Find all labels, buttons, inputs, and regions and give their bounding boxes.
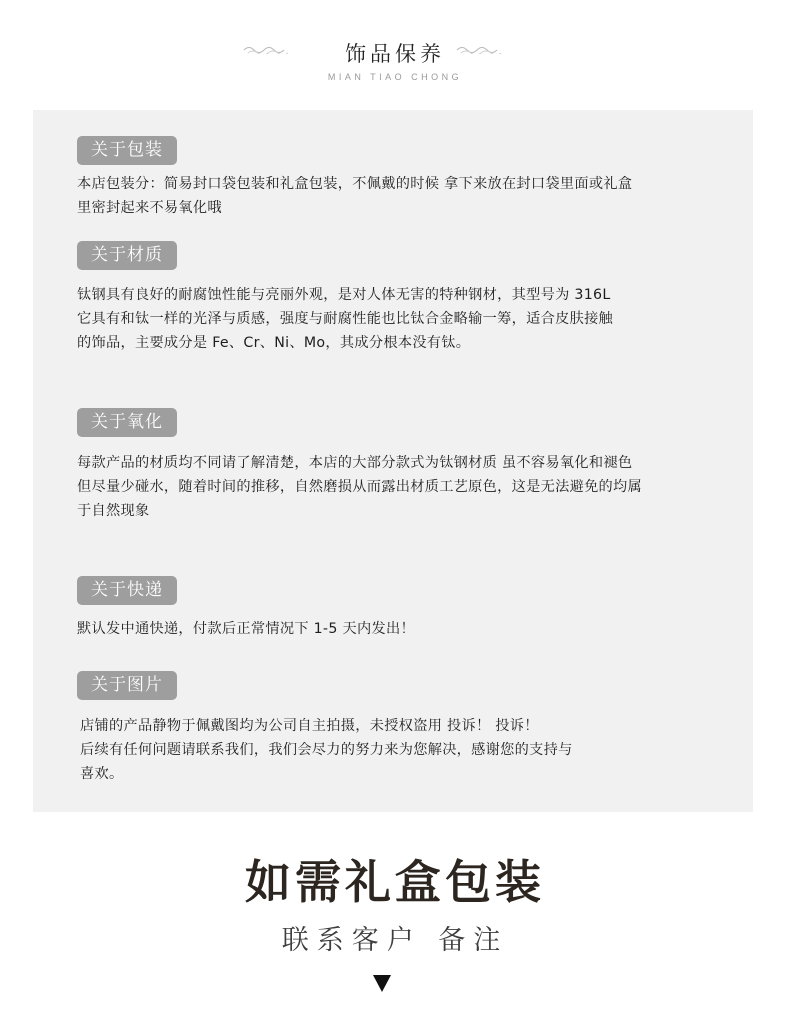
section-header	[0, 0, 790, 100]
text-line: 但尽量少碰水，随着时间的推移，自然磨损从而露出材质工艺原色，这是无法避免的均属	[77, 479, 643, 495]
tag-packaging: 关于包装	[77, 136, 177, 165]
text-line: 本店包装分：简易封口袋包装和礼盒包装，不佩戴的时候 拿下来放在封口袋里面或礼盒	[77, 176, 633, 192]
page-subtitle: MIAN TIAO CHONG	[327, 72, 463, 82]
text-line: 后续有任何问题请联系我们，我们会尽力的努力来为您解决，感谢您的支持与	[80, 742, 573, 758]
text-line: 里密封起来不易氧化哦	[77, 200, 222, 216]
paragraph-material	[77, 283, 737, 355]
text-line: 默认发中通快递，付款后正常情况下 1-5 天内发出！	[77, 621, 415, 637]
text-line: 钛钢具有良好的耐腐蚀性能与亮丽外观，是对人体无害的特种钢材，其型号为 316L	[77, 287, 611, 303]
info-panel	[33, 110, 753, 812]
text-line: 每款产品的材质均不同请了解清楚，本店的大部分款式为钛钢材质 虽不容易氧化和褪色	[77, 455, 633, 471]
gift-box-heading: 如需礼盒包装	[245, 855, 545, 909]
wave-ornament-right	[456, 44, 502, 54]
text-line: 的饰品，主要成分是 Fe、Cr、Ni、Mo，其成分根本没有钛。	[77, 335, 471, 351]
paragraph-oxidation	[77, 451, 737, 523]
tag-shipping: 关于快递	[77, 576, 177, 605]
paragraph-shipping	[77, 617, 737, 641]
text-line: 喜欢。	[80, 766, 124, 782]
tag-images: 关于图片	[77, 671, 177, 700]
text-line: 店铺的产品静物于佩戴图均为公司自主拍摄，未授权盗用 投诉！ 投诉！	[80, 718, 539, 734]
paragraph-packaging	[77, 172, 737, 220]
text-line: 于自然现象	[77, 503, 150, 519]
text-line: 它具有和钛一样的光泽与质感，强度与耐腐性能也比钛合金略输一筹，适合皮肤接触	[77, 311, 614, 327]
page-title: 饰品保养	[345, 42, 445, 66]
tag-material: 关于材质	[77, 241, 177, 270]
down-arrow-icon	[373, 975, 391, 992]
tag-oxidation: 关于氧化	[77, 408, 177, 437]
contact-note: 联系客户 备注	[281, 925, 509, 956]
paragraph-images	[80, 714, 740, 786]
